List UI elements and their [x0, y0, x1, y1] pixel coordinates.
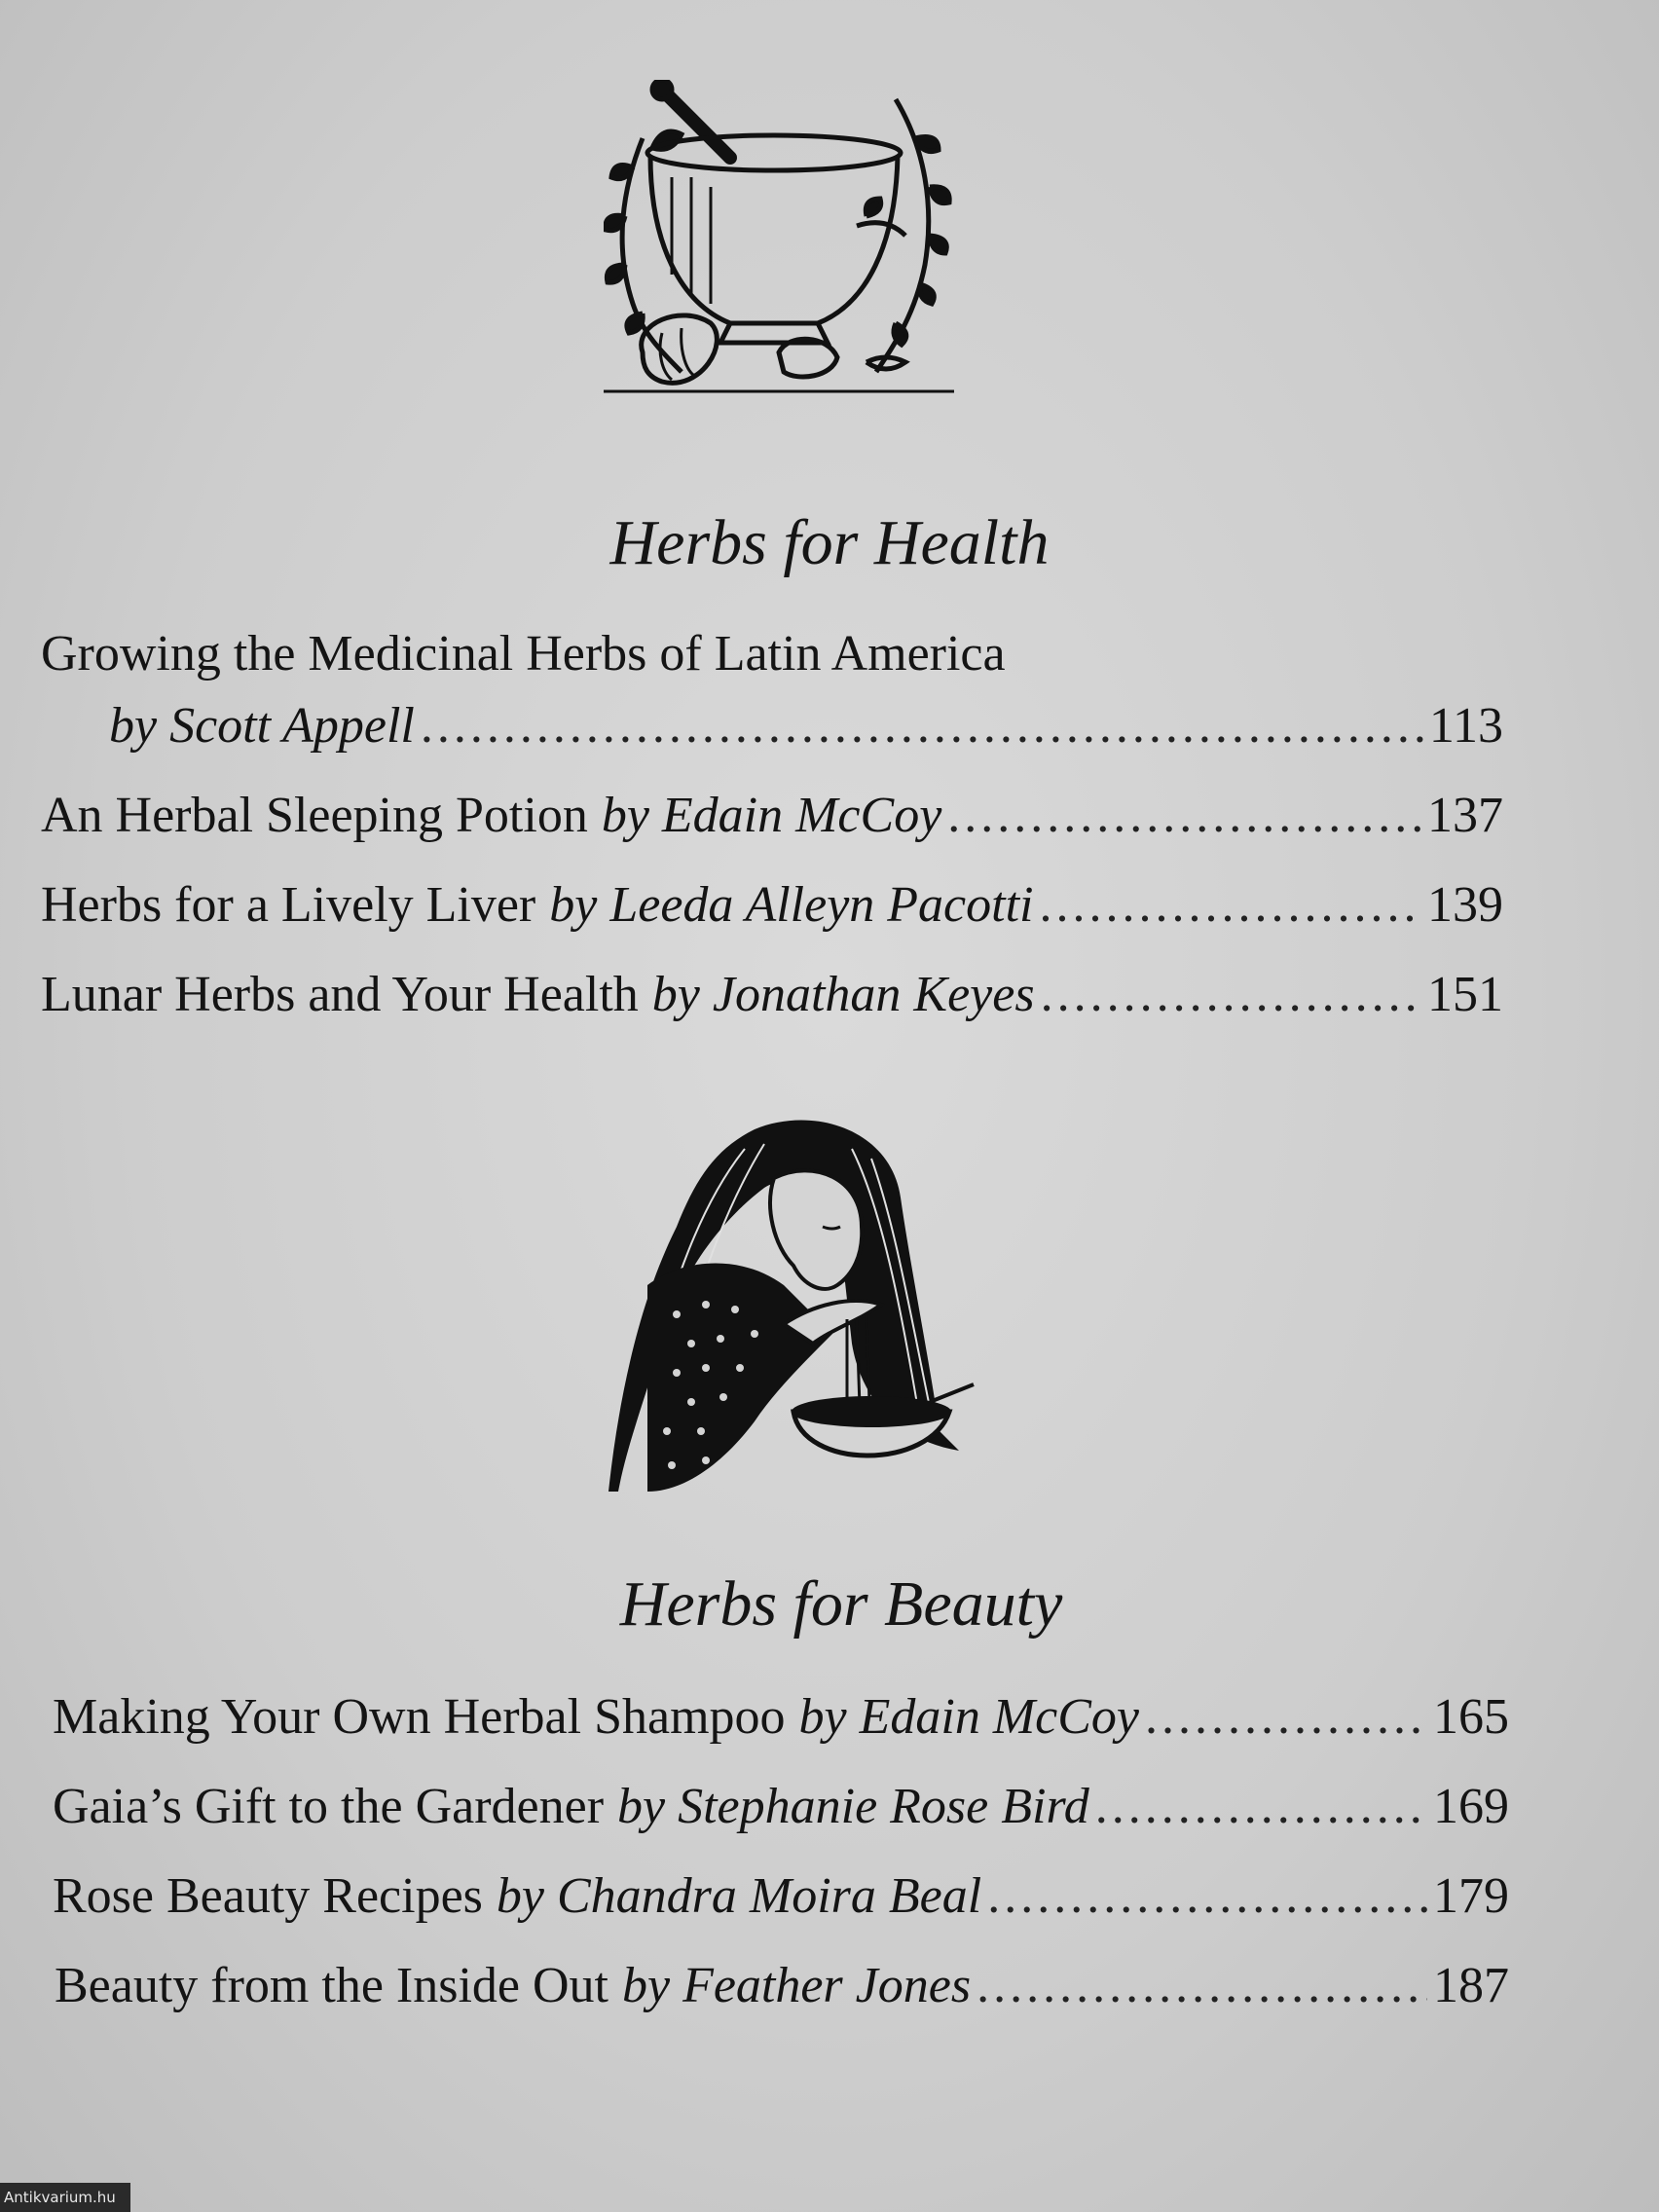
- toc-entry[interactable]: [55, 1957, 1509, 2015]
- mortar-pestle-illustration: [604, 80, 954, 411]
- leader-dots: [947, 787, 1421, 845]
- toc-entry-title: Lunar Herbs and Your Health: [41, 967, 639, 1022]
- toc-entry[interactable]: [41, 966, 1503, 1024]
- toc-entry-author: by Edain McCoy: [601, 788, 942, 843]
- toc-entry[interactable]: [53, 1688, 1509, 1747]
- toc-entry-page: 151: [1427, 967, 1503, 1022]
- toc-entry-page: 187: [1433, 1958, 1509, 2013]
- toc-entry-title: An Herbal Sleeping Potion: [41, 788, 588, 843]
- toc-entry-page: 139: [1427, 877, 1503, 933]
- leader-dots: [1095, 1778, 1427, 1836]
- toc-entry-author: by Stephanie Rose Bird: [617, 1779, 1089, 1834]
- woman-bowl-illustration: [608, 1110, 978, 1492]
- leader-dots: [977, 1957, 1427, 2015]
- toc-entry-title: Gaia’s Gift to the Gardener: [53, 1779, 605, 1834]
- toc-entry[interactable]: [53, 1778, 1509, 1836]
- leader-dots: [1041, 966, 1421, 1024]
- toc-entry-title: Herbs for a Lively Liver: [41, 877, 536, 933]
- leader-dots: [421, 697, 1423, 756]
- toc-entry-author: by Jonathan Keyes: [651, 967, 1035, 1022]
- toc-entry[interactable]: [41, 876, 1503, 935]
- leader-dots: [1039, 876, 1421, 935]
- woman-with-bowl-icon: [608, 1110, 978, 1492]
- toc-entry-page: 169: [1433, 1779, 1509, 1834]
- toc-entry-title: Growing the Medicinal Herbs of Latin America: [41, 626, 1006, 682]
- toc-entry-page: 137: [1427, 788, 1503, 843]
- leader-dots: [987, 1867, 1427, 1926]
- mortar-pestle-icon: [604, 80, 954, 411]
- leader-dots: [1145, 1688, 1427, 1747]
- toc-entry-author: by Leeda Alleyn Pacotti: [549, 877, 1034, 933]
- section-title-health: Herbs for Health: [609, 507, 1050, 578]
- toc-entry-title: Rose Beauty Recipes: [53, 1868, 483, 1924]
- toc-entry-author: by Edain McCoy: [798, 1689, 1139, 1745]
- watermark: Antikvarium.hu: [0, 2183, 130, 2212]
- toc-entry-author: by Chandra Moira Beal: [496, 1868, 982, 1924]
- section-title-beauty: Herbs for Beauty: [619, 1568, 1063, 1640]
- toc-entry-page: 165: [1433, 1689, 1509, 1745]
- toc-entry[interactable]: [53, 1867, 1509, 1926]
- toc-entry-author: by Feather Jones: [621, 1958, 972, 2013]
- toc-entry-author: by Scott Appell: [109, 698, 415, 754]
- toc-entry-page: 179: [1433, 1868, 1509, 1924]
- toc-entry[interactable]: [41, 787, 1503, 845]
- toc-entry-title: Beauty from the Inside Out: [55, 1958, 608, 2013]
- toc-entry[interactable]: [109, 697, 1503, 756]
- toc-entry-page: 113: [1428, 698, 1503, 754]
- toc-entry-title: Making Your Own Herbal Shampoo: [53, 1689, 786, 1745]
